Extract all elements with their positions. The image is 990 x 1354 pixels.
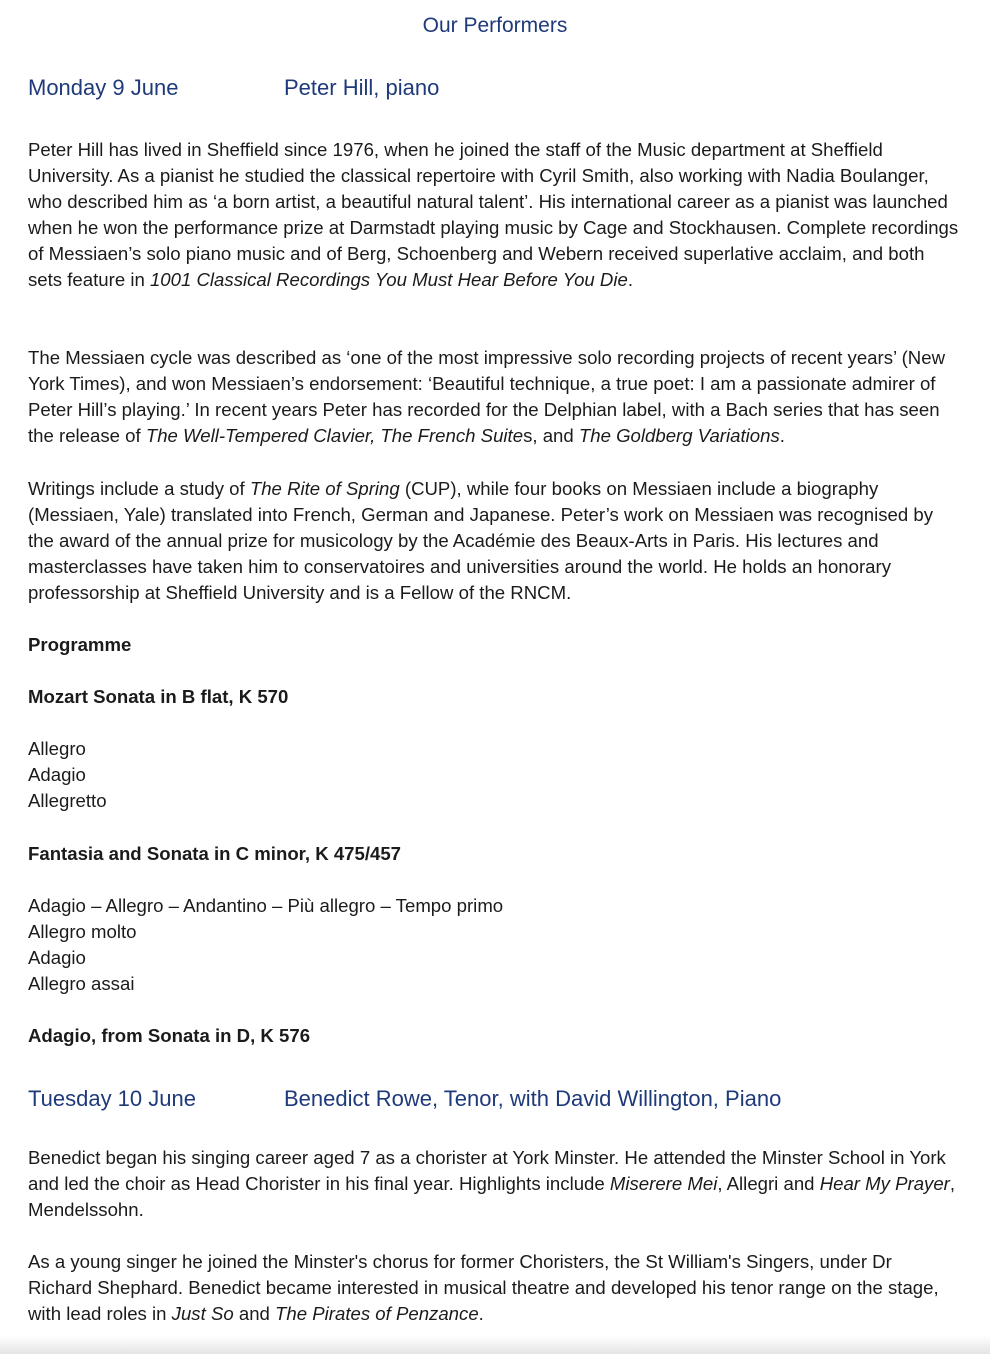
performer-tuesday: Benedict Rowe, Tenor, with David Willington, Piano [284, 1086, 782, 1111]
bio-paragraph-4: Benedict began his singing career aged 7 as a chorister at York Minster. He attended the Minster School in York and led the choir as Head Chorister in his final year. Highlights include Miserere Mei, Allegri and Hear My Prayer, Mendelssohn. [28, 1147, 956, 1220]
bio-paragraph-1: Peter Hill has lived in Sheffield since 1976, when he joined the staff of the Music department at Sheffield University. As a pianist he studied the classical repertoire with Cyril Smith, also working with Nadia Boulanger, who described him as ‘a born artist, a beautiful natural talent’. His international career as a pianist was launched when he won the performance prize at Darmstadt playing music by Cage and Stockhausen. Complete recordings of Messiaen’s solo piano music and of Berg, Schoenberg and Webern received superlative acclaim, and both sets feature in 1001 Classical Recordings You Must Hear Before You Die. [28, 139, 959, 290]
performer-monday: Peter Hill, piano [284, 75, 440, 100]
day-heading-monday [28, 73, 968, 103]
bio-paragraph-3: Writings include a study of The Rite of Spring (CUP), while four books on Messiaen include a biography (Messiaen, Yale) translated into French, German and Japanese. Peter’s work on Messiaen was recognised by the award of the annual prize for musicology by the Académie des Beaux-Arts in Paris. His lectures and masterclasses have taken him to conservatoires and universities around the world. He holds an honorary professorship at Sheffield University and is a Fellow of the RNCM. [28, 478, 934, 603]
work-title: Fantasia and Sonata in C minor, K 475/457 [28, 843, 402, 864]
page-title: Our Performers [422, 14, 568, 37]
movement: Allegro molto [28, 921, 137, 942]
work-title: Adagio, from Sonata in D, K 576 [28, 1025, 311, 1046]
date-tuesday: Tuesday 10 June [28, 1086, 196, 1111]
movement: Adagio [28, 764, 86, 785]
day-heading-tuesday [28, 1084, 968, 1114]
bio-paragraph-5: As a young singer he joined the Minster's chorus for former Choristers, the St William's Singers, under Dr Richard Shephard. Benedict became interested in musical theatre and developed his tenor range on the stage, with lead roles in Just So and The Pirates of Penzance. [28, 1251, 939, 1324]
movement: Allegro [28, 738, 86, 759]
page-bottom-fade [0, 1336, 990, 1354]
bio-paragraph-2: The Messiaen cycle was described as ‘one of the most impressive solo recording projects of recent years’ (New York Times), and won Messiaen’s endorsement: ‘Beautiful technique, a true poet: I am a passionate admirer of Peter Hill’s playing.’ In recent years Peter has recorded for the Delphian label, with a Bach series that has seen the release of The Well-Tempered Clavier, The French Suites, and The Goldberg Variations. [28, 347, 945, 446]
programme-label: Programme [28, 634, 132, 655]
work-title: Mozart Sonata in B flat, K 570 [28, 686, 289, 707]
movement: Adagio [28, 947, 86, 968]
date-monday: Monday 9 June [28, 75, 179, 100]
movement: Allegretto [28, 790, 107, 811]
movement: Adagio – Allegro – Andantino – Più allegro – Tempo primo [28, 895, 504, 916]
movement: Allegro assai [28, 973, 135, 994]
